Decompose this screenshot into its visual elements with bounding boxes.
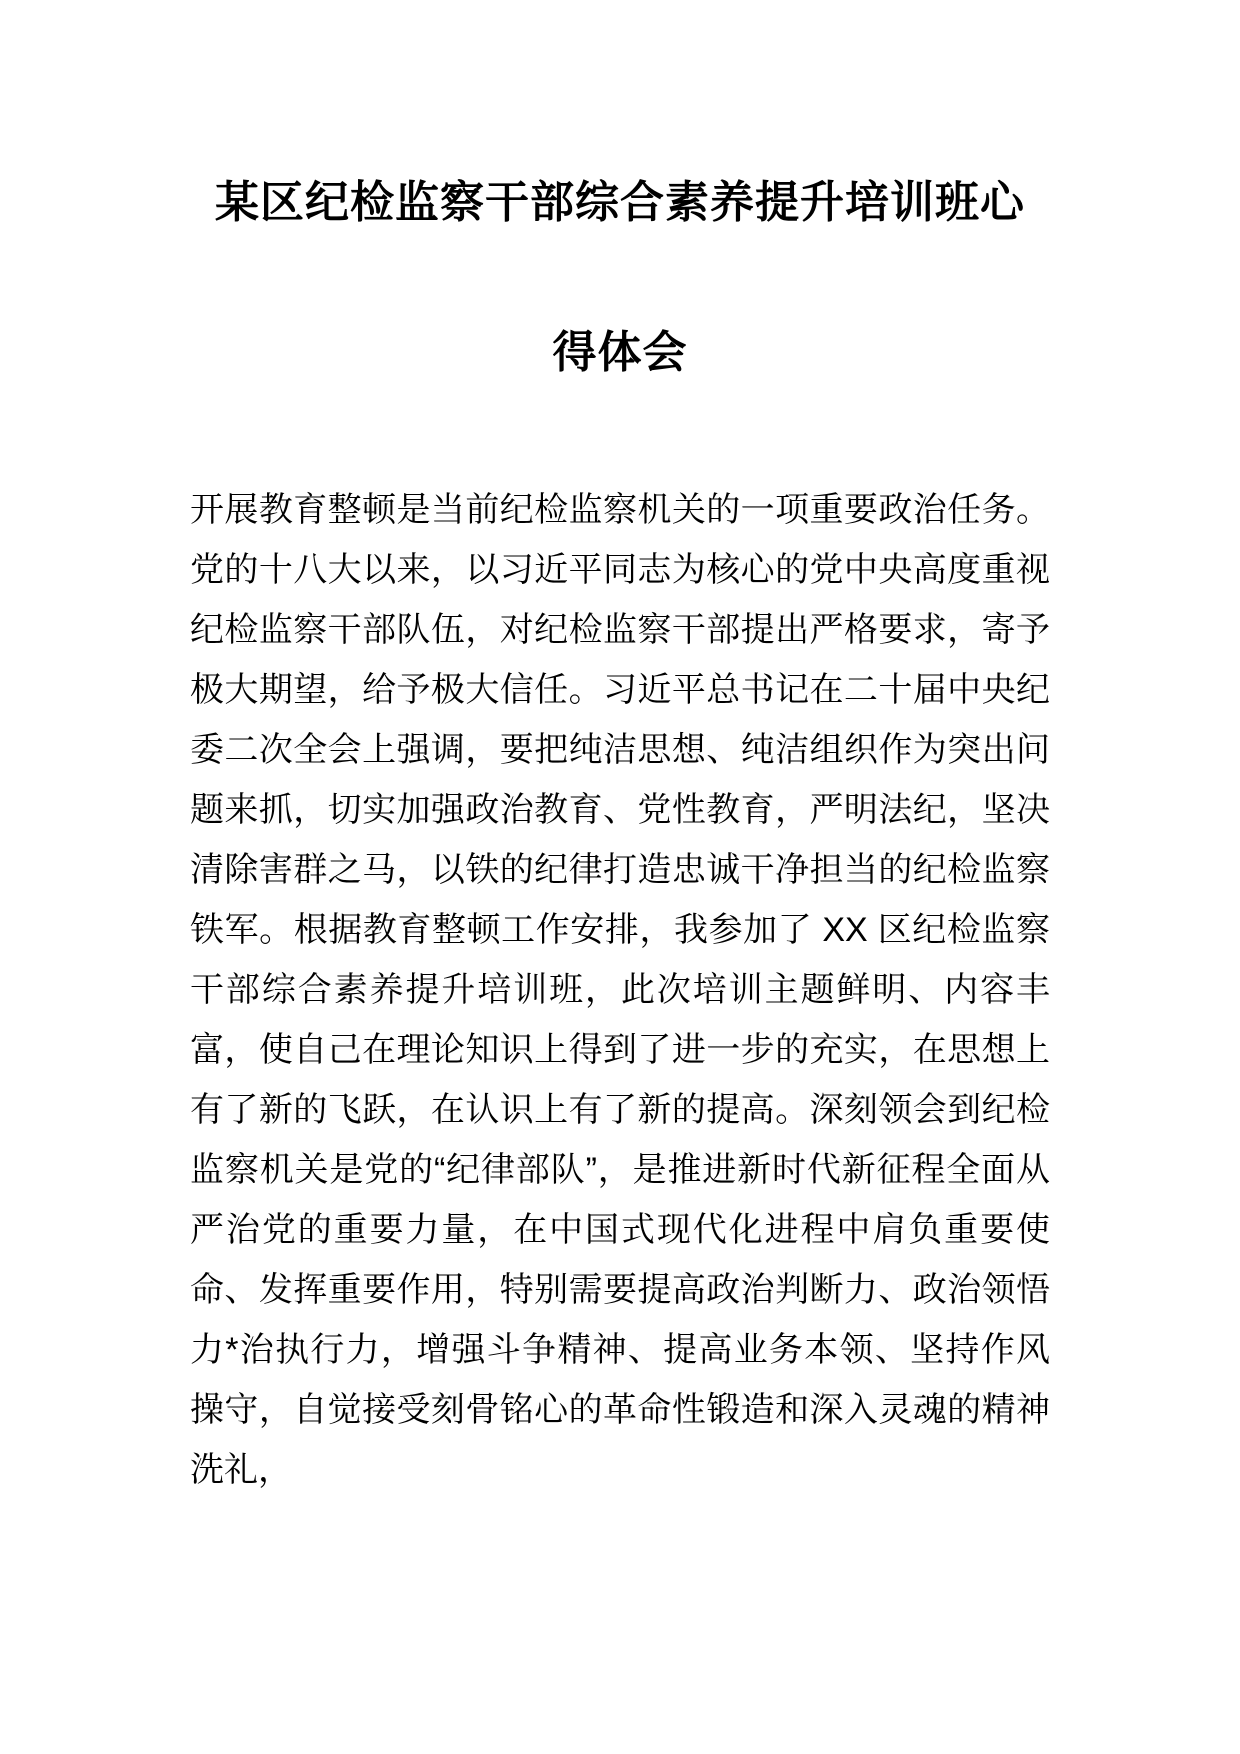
body-paragraph: 开展教育整顿是当前纪检监察机关的一项重要政治任务。党的十八大以来，以习近平同志为核心的党中央高度重视纪检监察干部队伍，对纪检监察干部提出严格要求，寄予极大期望，给予极大信任。习近平总书记在二十届中央纪委二次全会上强调，要把纯洁思想、纯洁组织作为突出问题来抓，切实加强政治教育、党性教育，严明法纪，坚决清除害群之马，以铁的纪律打造忠诚干净担当的纪检监察铁军。根据教育整顿工作安排，我参加了 XX 区纪检监察干部综合素养提升培训班，此次培训主题鲜明、内容丰富，使自己在理论知识上得到了进一步的充实，在思想上有了新的飞跃，在认识上有了新的提高。深刻领会到纪检监察机关是党的“纪律部队”，是推进新时代新征程全面从严治党的重要力量，在中国式现代化进程中肩负重要使命、发挥重要作用，特别需要提高政治判断力、政治领悟力*治执行力，增强斗争精神、提高业务本领、坚持作风操守，自觉接受刻骨铭心的革命性锻造和深入灵魂的精神洗礼， — [190, 491, 1050, 1489]
document-title-line-1: 某区纪检监察干部综合素养提升培训班心 — [215, 178, 1025, 227]
document-title-line-2: 得体会 — [552, 328, 688, 377]
document-title — [190, 128, 1050, 428]
